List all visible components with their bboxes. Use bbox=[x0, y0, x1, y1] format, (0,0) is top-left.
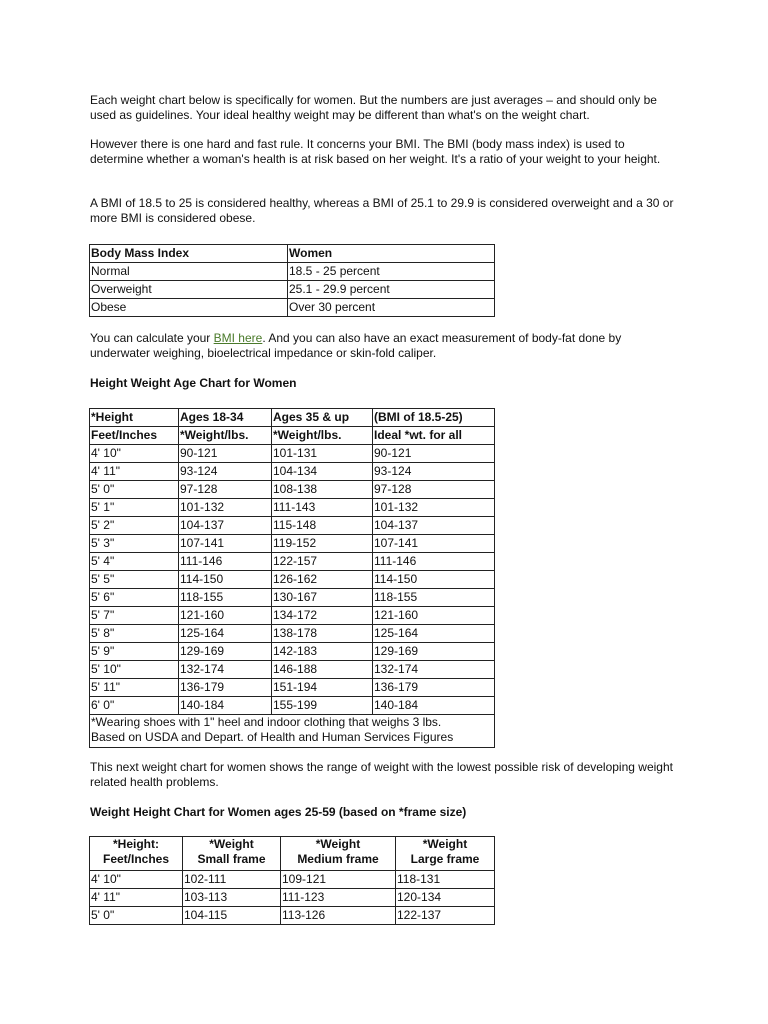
frame-intro-paragraph: This next weight chart for women shows the range of weight with the lowest possible risk of developing weight related health problems. bbox=[90, 760, 673, 789]
bmi-header-index: Body Mass Index bbox=[90, 245, 288, 263]
header-cell: Ideal *wt. for all bbox=[373, 427, 495, 445]
bmi-header-women: Women bbox=[288, 245, 495, 263]
table-cell: 129-169 bbox=[373, 643, 495, 661]
table-cell: 97-128 bbox=[373, 481, 495, 499]
table-cell: 122-137 bbox=[396, 907, 495, 925]
table-cell: 5' 3" bbox=[90, 535, 179, 553]
age-chart-table bbox=[89, 408, 495, 748]
table-cell: 140-184 bbox=[179, 697, 272, 715]
header-cell: *Weight Small frame bbox=[183, 837, 281, 871]
table-cell: 134-172 bbox=[272, 607, 373, 625]
table-cell: 5' 0" bbox=[90, 481, 179, 499]
table-row bbox=[90, 463, 495, 481]
calc-text-before: You can calculate your bbox=[90, 331, 214, 345]
header-cell: *Height bbox=[90, 409, 179, 427]
table-row bbox=[90, 571, 495, 589]
table-row bbox=[90, 697, 495, 715]
table-cell: 104-137 bbox=[373, 517, 495, 535]
table-cell: 146-188 bbox=[272, 661, 373, 679]
table-cell: 120-134 bbox=[396, 889, 495, 907]
table-cell: 5' 9" bbox=[90, 643, 179, 661]
table-cell: 5' 7" bbox=[90, 607, 179, 625]
table-cell: 132-174 bbox=[179, 661, 272, 679]
table-cell: 115-148 bbox=[272, 517, 373, 535]
table-cell: 136-179 bbox=[373, 679, 495, 697]
table-row bbox=[90, 517, 495, 535]
header-cell: (BMI of 18.5-25) bbox=[373, 409, 495, 427]
table-cell: 118-155 bbox=[179, 589, 272, 607]
table-cell: 111-146 bbox=[373, 553, 495, 571]
table-cell: 4' 11" bbox=[90, 889, 183, 907]
table-cell: 151-194 bbox=[272, 679, 373, 697]
table-cell: 140-184 bbox=[373, 697, 495, 715]
note-line-2: Based on USDA and Depart. of Health and Human Services Figures bbox=[91, 730, 454, 744]
table-cell: 4' 10" bbox=[90, 445, 179, 463]
table-cell: 6' 0" bbox=[90, 697, 179, 715]
table-row bbox=[90, 481, 495, 499]
table-cell: 25.1 - 29.9 percent bbox=[288, 281, 495, 299]
table-row bbox=[90, 625, 495, 643]
table-cell: 5' 2" bbox=[90, 517, 179, 535]
table-cell: 107-141 bbox=[373, 535, 495, 553]
table-cell: 90-121 bbox=[373, 445, 495, 463]
table-row bbox=[90, 499, 495, 517]
table-row bbox=[90, 589, 495, 607]
intro-paragraph-1: Each weight chart below is specifically for women. But the numbers are just averages – and should only be used as guidelines. Your ideal healthy weight may be different than what's on the weight chart. bbox=[90, 93, 657, 122]
table-cell: 90-121 bbox=[179, 445, 272, 463]
table-cell: 108-138 bbox=[272, 481, 373, 499]
table-cell: 129-169 bbox=[179, 643, 272, 661]
table-cell: 111-146 bbox=[179, 553, 272, 571]
table-cell: 5' 0" bbox=[90, 907, 183, 925]
table-cell: 104-115 bbox=[183, 907, 281, 925]
table-row bbox=[90, 445, 495, 463]
table-cell: 111-143 bbox=[272, 499, 373, 517]
table-cell: 125-164 bbox=[373, 625, 495, 643]
table-row bbox=[90, 553, 495, 571]
intro-paragraph-3: A BMI of 18.5 to 25 is considered healthy, whereas a BMI of 25.1 to 29.9 is considered overweight and a 30 or more BMI is considered obese. bbox=[90, 196, 674, 225]
table-cell: 113-126 bbox=[281, 907, 396, 925]
header-cell: *Weight Medium frame bbox=[281, 837, 396, 871]
table-row bbox=[90, 263, 495, 281]
table-cell: 114-150 bbox=[373, 571, 495, 589]
table-cell: 132-174 bbox=[373, 661, 495, 679]
frame-chart-table bbox=[89, 836, 495, 925]
table-row bbox=[90, 661, 495, 679]
calc-text-after: . And you can also have an exact measurement of body-fat done by underwater weighing, bioelectrical impedance or skin-fold caliper. bbox=[90, 331, 625, 360]
table-cell: 125-164 bbox=[179, 625, 272, 643]
table-cell: 5' 8" bbox=[90, 625, 179, 643]
table-cell: 104-134 bbox=[272, 463, 373, 481]
table-cell: 101-131 bbox=[272, 445, 373, 463]
header-cell: Feet/Inches bbox=[90, 427, 179, 445]
table-row bbox=[90, 535, 495, 553]
table-cell: 122-157 bbox=[272, 553, 373, 571]
table-cell: Obese bbox=[90, 299, 288, 317]
table-cell: 109-121 bbox=[281, 871, 396, 889]
age-chart-note bbox=[90, 715, 495, 748]
bmi-link[interactable]: BMI here bbox=[213, 331, 263, 345]
table-cell: 118-131 bbox=[396, 871, 495, 889]
table-row bbox=[90, 643, 495, 661]
table-cell: 5' 5" bbox=[90, 571, 179, 589]
table-cell: 104-137 bbox=[179, 517, 272, 535]
table-cell: 119-152 bbox=[272, 535, 373, 553]
table-row bbox=[90, 281, 495, 299]
table-cell: 136-179 bbox=[179, 679, 272, 697]
table-cell: 138-178 bbox=[272, 625, 373, 643]
table-cell: 93-124 bbox=[373, 463, 495, 481]
bmi-table bbox=[89, 244, 495, 317]
table-cell: 101-132 bbox=[179, 499, 272, 517]
table-cell: 142-183 bbox=[272, 643, 373, 661]
age-chart-header-row-1 bbox=[90, 409, 495, 427]
table-cell: 121-160 bbox=[373, 607, 495, 625]
age-chart-title: Height Weight Age Chart for Women bbox=[90, 376, 297, 390]
age-chart-header-row-2 bbox=[90, 427, 495, 445]
header-cell: *Weight/lbs. bbox=[179, 427, 272, 445]
table-cell: 107-141 bbox=[179, 535, 272, 553]
table-cell: 5' 1" bbox=[90, 499, 179, 517]
table-cell: 121-160 bbox=[179, 607, 272, 625]
table-cell: 101-132 bbox=[373, 499, 495, 517]
table-cell: 4' 11" bbox=[90, 463, 179, 481]
frame-chart-body bbox=[90, 871, 495, 925]
table-cell: 93-124 bbox=[179, 463, 272, 481]
header-cell: Ages 35 & up bbox=[272, 409, 373, 427]
note-line-1: *Wearing shoes with 1" heel and indoor clothing that weighs 3 lbs. bbox=[91, 715, 442, 729]
table-row bbox=[90, 607, 495, 625]
calc-paragraph bbox=[90, 331, 680, 361]
table-cell: 18.5 - 25 percent bbox=[288, 263, 495, 281]
header-cell: *Weight/lbs. bbox=[272, 427, 373, 445]
table-cell: 118-155 bbox=[373, 589, 495, 607]
table-cell: 111-123 bbox=[281, 889, 396, 907]
table-cell: Normal bbox=[90, 263, 288, 281]
table-cell: Overweight bbox=[90, 281, 288, 299]
table-row bbox=[90, 679, 495, 697]
intro-paragraph-2: However there is one hard and fast rule. It concerns your BMI. The BMI (body mass index) is used to determine whether a woman's health is at risk based on her weight. It's a ratio of your weight to your height. bbox=[90, 137, 661, 166]
table-row bbox=[90, 299, 495, 317]
table-cell: 126-162 bbox=[272, 571, 373, 589]
table-row bbox=[90, 907, 495, 925]
table-cell: 155-199 bbox=[272, 697, 373, 715]
table-row bbox=[90, 889, 495, 907]
table-cell: 5' 11" bbox=[90, 679, 179, 697]
age-chart-body bbox=[90, 445, 495, 715]
table-cell: 4' 10" bbox=[90, 871, 183, 889]
table-cell: 5' 4" bbox=[90, 553, 179, 571]
table-row bbox=[90, 871, 495, 889]
table-cell: 97-128 bbox=[179, 481, 272, 499]
frame-chart-title: Weight Height Chart for Women ages 25-59 (based on *frame size) bbox=[90, 805, 467, 819]
header-cell: *Height: Feet/Inches bbox=[90, 837, 183, 871]
table-cell: 5' 10" bbox=[90, 661, 179, 679]
table-cell: 130-167 bbox=[272, 589, 373, 607]
table-cell: 5' 6" bbox=[90, 589, 179, 607]
age-chart-note-row bbox=[90, 715, 495, 748]
table-cell: Over 30 percent bbox=[288, 299, 495, 317]
bmi-table-header bbox=[90, 245, 495, 263]
header-cell: *Weight Large frame bbox=[396, 837, 495, 871]
header-cell: Ages 18-34 bbox=[179, 409, 272, 427]
table-cell: 103-113 bbox=[183, 889, 281, 907]
table-cell: 102-111 bbox=[183, 871, 281, 889]
table-cell: 114-150 bbox=[179, 571, 272, 589]
frame-chart-header bbox=[90, 837, 495, 871]
